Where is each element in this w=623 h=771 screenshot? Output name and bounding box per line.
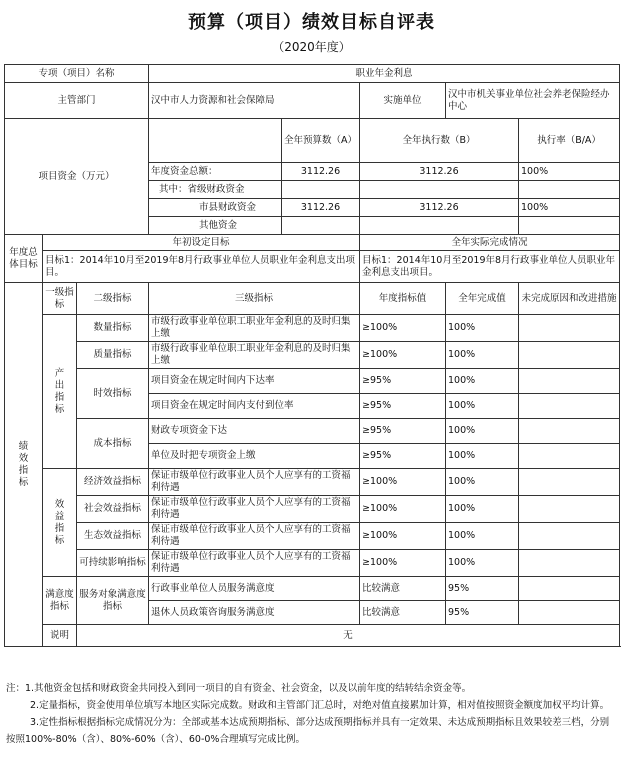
target-value: ≥95%: [360, 394, 446, 419]
head-done: 全年完成值: [446, 283, 519, 315]
l3-text: 保证市级单位行政事业人员个人应享有的工资福利待遇: [149, 550, 360, 577]
goals-head-plan: 年初设定目标: [43, 235, 360, 251]
reason-cell: [519, 550, 620, 577]
indicator-row: [5, 550, 620, 577]
note-line: 2.定量指标，资金使用单位填写本地区实际完成数。财政和主管部门汇总时，对绝对值直接累加计算，相对值按照资金额度加权平均计算。: [30, 700, 610, 711]
funds-blank-head: [149, 119, 282, 163]
done-value: 100%: [446, 315, 519, 342]
l2-timeliness: 时效指标: [77, 369, 149, 419]
reason-cell: [519, 469, 620, 496]
done-value: 100%: [446, 394, 519, 419]
funds-row-name: 其他资金: [149, 217, 282, 235]
l3-text: 项目资金在规定时间内下达率: [149, 369, 360, 394]
goals-plan-text: 目标1：2014年10月至2019年8月行政事业单位人员职业年金利息支出项目。: [43, 251, 360, 283]
l3-text: 行政事业单位人员服务满意度: [149, 577, 360, 601]
l2-economic: 经济效益指标: [77, 469, 149, 496]
indicator-row: [5, 577, 620, 601]
done-value: 95%: [446, 601, 519, 625]
funds-row-exec: [360, 217, 519, 235]
funds-row-budget: 3112.26: [282, 163, 360, 181]
target-value: 比较满意: [360, 577, 446, 601]
indicator-row: [5, 496, 620, 523]
funds-row-exec: [360, 181, 519, 199]
l2-quantity: 数量指标: [77, 315, 149, 342]
page-title: 预算（项目）绩效目标自评表: [188, 12, 435, 33]
l3-text: 保证市级单位行政事业人员个人应享有的工资福利待遇: [149, 523, 360, 550]
indicators-label: 绩效指标: [5, 283, 43, 647]
reason-cell: [519, 523, 620, 550]
target-value: ≥100%: [360, 550, 446, 577]
reason-cell: [519, 577, 620, 601]
head-l2: 二级指标: [77, 283, 149, 315]
reason-cell: [519, 369, 620, 394]
reason-cell: [519, 394, 620, 419]
group-benefit: 效益指标: [43, 469, 77, 577]
l2-service: 服务对象满意度指标: [77, 577, 149, 625]
done-value: 100%: [446, 523, 519, 550]
reason-cell: [519, 315, 620, 342]
target-value: ≥95%: [360, 444, 446, 469]
l2-cost: 成本指标: [77, 419, 149, 469]
funds-row-budget: [282, 217, 360, 235]
target-value: ≥100%: [360, 469, 446, 496]
done-value: 100%: [446, 469, 519, 496]
unit-value: 汉中市机关事业单位社会养老保险经办中心: [446, 83, 620, 119]
remarks-label: 说明: [43, 625, 77, 647]
note-line: 注：1.其他资金包括和财政资金共同投入到同一项目的自有资金、社会资金，以及以前年度的结转结余资金等。: [6, 683, 472, 694]
funds-row-budget: 3112.26: [282, 199, 360, 217]
l2-sustainable: 可持续影响指标: [77, 550, 149, 577]
funds-label: 项目资金（万元）: [5, 119, 149, 235]
l3-text: 保证市级单位行政事业人员个人应享有的工资福利待遇: [149, 469, 360, 496]
indicator-row: [5, 419, 620, 444]
reason-cell: [519, 601, 620, 625]
l3-text: 市级行政事业单位职工职业年金利息的及时归集上缴: [149, 342, 360, 369]
l2-social: 社会效益指标: [77, 496, 149, 523]
funds-row-rate: 100%: [519, 199, 620, 217]
goals-head-actual: 全年实际完成情况: [360, 235, 620, 251]
target-value: ≥100%: [360, 342, 446, 369]
funds-row-name: 其中：省级财政资金: [149, 181, 282, 199]
reason-cell: [519, 496, 620, 523]
project-name-value: 职业年金利息: [149, 65, 620, 83]
l3-text: 项目资金在规定时间内支付到位率: [149, 394, 360, 419]
target-value: ≥100%: [360, 315, 446, 342]
notes: [6, 680, 617, 748]
done-value: 100%: [446, 419, 519, 444]
evaluation-table: [4, 64, 620, 647]
target-value: ≥100%: [360, 523, 446, 550]
funds-head-budget: 全年预算数（A）: [282, 119, 360, 163]
done-value: 100%: [446, 550, 519, 577]
goals-label: 年度总体目标: [5, 235, 43, 283]
target-value: ≥95%: [360, 369, 446, 394]
indicator-row: [5, 523, 620, 550]
reason-cell: [519, 419, 620, 444]
funds-head-exec: 全年执行数（B）: [360, 119, 519, 163]
funds-row-rate: 100%: [519, 163, 620, 181]
indicator-row: [5, 369, 620, 394]
head-target: 年度指标值: [360, 283, 446, 315]
dept-value: 汉中市人力资源和社会保障局: [149, 83, 360, 119]
l3-text: 单位及时把专项资金上缴: [149, 444, 360, 469]
group-satisfaction: 满意度指标: [43, 577, 77, 625]
done-value: 100%: [446, 496, 519, 523]
done-value: 95%: [446, 577, 519, 601]
year-subtitle: （2020年度）: [272, 40, 351, 54]
head-l3: 三级指标: [149, 283, 360, 315]
unit-label: 实施单位: [360, 83, 446, 119]
done-value: 100%: [446, 444, 519, 469]
funds-row-name: 年度资金总额：: [149, 163, 282, 181]
funds-row-rate: [519, 217, 620, 235]
l3-text: 财政专项资金下达: [149, 419, 360, 444]
funds-row-name: 市县财政资金: [149, 199, 282, 217]
project-name-label: 专项（项目）名称: [5, 65, 149, 83]
l2-quality: 质量指标: [77, 342, 149, 369]
funds-row-exec: 3112.26: [360, 199, 519, 217]
funds-row-budget: [282, 181, 360, 199]
reason-cell: [519, 342, 620, 369]
target-value: 比较满意: [360, 601, 446, 625]
indicator-row: [5, 342, 620, 369]
remarks-value: 无: [77, 625, 620, 647]
indicator-row: [5, 315, 620, 342]
done-value: 100%: [446, 369, 519, 394]
goals-actual-text: 目标1：2014年10月至2019年8月行政事业单位人员职业年金利息支出项目。: [360, 251, 620, 283]
target-value: ≥95%: [360, 419, 446, 444]
funds-row-exec: 3112.26: [360, 163, 519, 181]
l2-ecological: 生态效益指标: [77, 523, 149, 550]
note-line: 3.定性指标根据指标完成情况分为：全部或基本达成预期指标、部分达成预期指标并具有一定效果、未达成预期指标且效果较差三档，分别按照100%-80%（含）、80%-60%（含）、60-0%合理填写完成比例。: [6, 717, 610, 745]
l3-text: 保证市级单位行政事业人员个人应享有的工资福利待遇: [149, 496, 360, 523]
l3-text: 退休人员政策咨询服务满意度: [149, 601, 360, 625]
indicator-row: [5, 469, 620, 496]
target-value: ≥100%: [360, 496, 446, 523]
funds-row-rate: [519, 181, 620, 199]
head-reason: 未完成原因和改进措施: [519, 283, 620, 315]
dept-label: 主管部门: [5, 83, 149, 119]
reason-cell: [519, 444, 620, 469]
funds-head-rate: 执行率（B/A）: [519, 119, 620, 163]
done-value: 100%: [446, 342, 519, 369]
head-l1: 一级指标: [43, 283, 77, 315]
group-output: 产出指标: [43, 315, 77, 469]
l3-text: 市级行政事业单位职工职业年金利息的及时归集上缴: [149, 315, 360, 342]
